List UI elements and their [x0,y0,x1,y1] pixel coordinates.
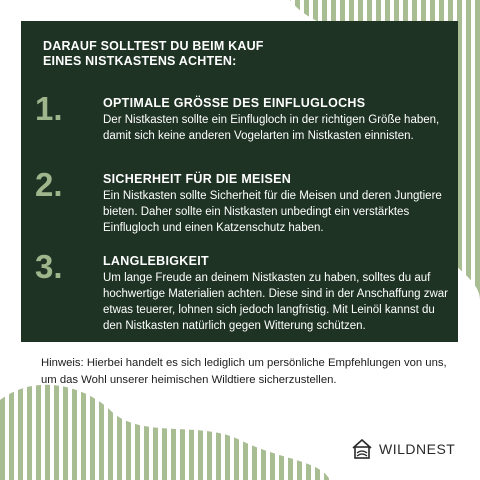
decor-stripe [18,380,23,480]
decor-stripe [144,380,149,480]
decor-stripe [90,380,95,480]
decor-stripe [279,380,284,480]
decor-stripe [207,380,212,480]
tip-number: 2. [35,166,63,203]
decor-stripe [225,380,230,480]
decor-stripe [36,380,41,480]
decor-stripe [72,380,77,480]
decor-stripe [27,380,32,480]
tip-text: Um lange Freude an deinem Nistkasten zu haben, solltes du auf hochwertige Materialien achten. Diese sind in der Anschaffung zwar etwas teuerer, lohnen sich jedoch langfristig. Mit Leinöl kannst du den Nistkasten natürlich gegen Witterung schützen. [103,272,448,332]
tip-number: 3. [35,248,63,285]
brand-logo [351,438,455,460]
tip-title: SICHERHEIT FÜR DIE MEISEN [103,172,292,186]
decor-stripe [99,380,104,480]
decor-stripe [9,380,14,480]
decor-stripe [315,380,320,480]
decor-stripe [261,380,266,480]
decor-stripe [162,380,167,480]
decor-stripe [270,380,275,480]
house-icon [351,438,373,460]
decor-stripe [297,380,302,480]
decor-stripe [45,380,50,480]
decor-stripe [198,380,203,480]
tip-title: LANGLEBIGKEIT [103,254,209,268]
disclaimer-note: Hinweis: Hierbei handelt es sich lediglich um persönliche Empfehlungen von uns, um das Wohl unserer heimischen Wildtiere sicherzustellen. [41,357,447,386]
card-heading [43,39,264,69]
decor-stripe [153,380,158,480]
decor-stripe [171,380,176,480]
decor-stripe [135,380,140,480]
decor-stripe [0,380,5,480]
decor-stripe [466,0,471,300]
decor-stripe [324,380,329,480]
decor-stripe [63,380,68,480]
card-heading-line-2: EINES NISTKASTENS ACHTEN: [43,54,237,68]
tip-text: Ein Nistkasten sollte Sicherheit für die Meisen und deren Jungtiere bieten. Daher sollte ein Nistkasten unbedingt ein verstärktes Einflugloch und einen Katzenschutz haben. [103,190,442,234]
decor-stripe [54,380,59,480]
decor-stripe [475,0,480,300]
decor-stripe [252,380,257,480]
decor-stripe [189,380,194,480]
decor-stripe [126,380,131,480]
decor-stripe [243,380,248,480]
tip-text: Der Nistkasten sollte ein Einflugloch in der richtigen Größe haben, damit sich keine anderen Vogelarten im Nistkasten einnisten. [103,114,440,142]
decor-stripe [216,380,221,480]
decor-stripe [108,380,113,480]
decor-stripe [81,380,86,480]
decor-stripe [288,380,293,480]
decor-stripe [234,380,239,480]
decor-stripe [306,380,311,480]
striped-blob-decoration-bottom [0,380,330,480]
card-heading-line-1: DARAUF SOLLTEST DU BEIM KAUF [43,39,264,53]
brand-name: WILDNEST [379,441,456,457]
tip-number: 1. [35,90,63,127]
info-card [21,21,458,342]
decor-stripe [180,380,185,480]
tip-title: OPTIMALE GRÖSSE DES EINFLUGLOCHS [103,96,366,110]
decor-stripe [117,380,122,480]
